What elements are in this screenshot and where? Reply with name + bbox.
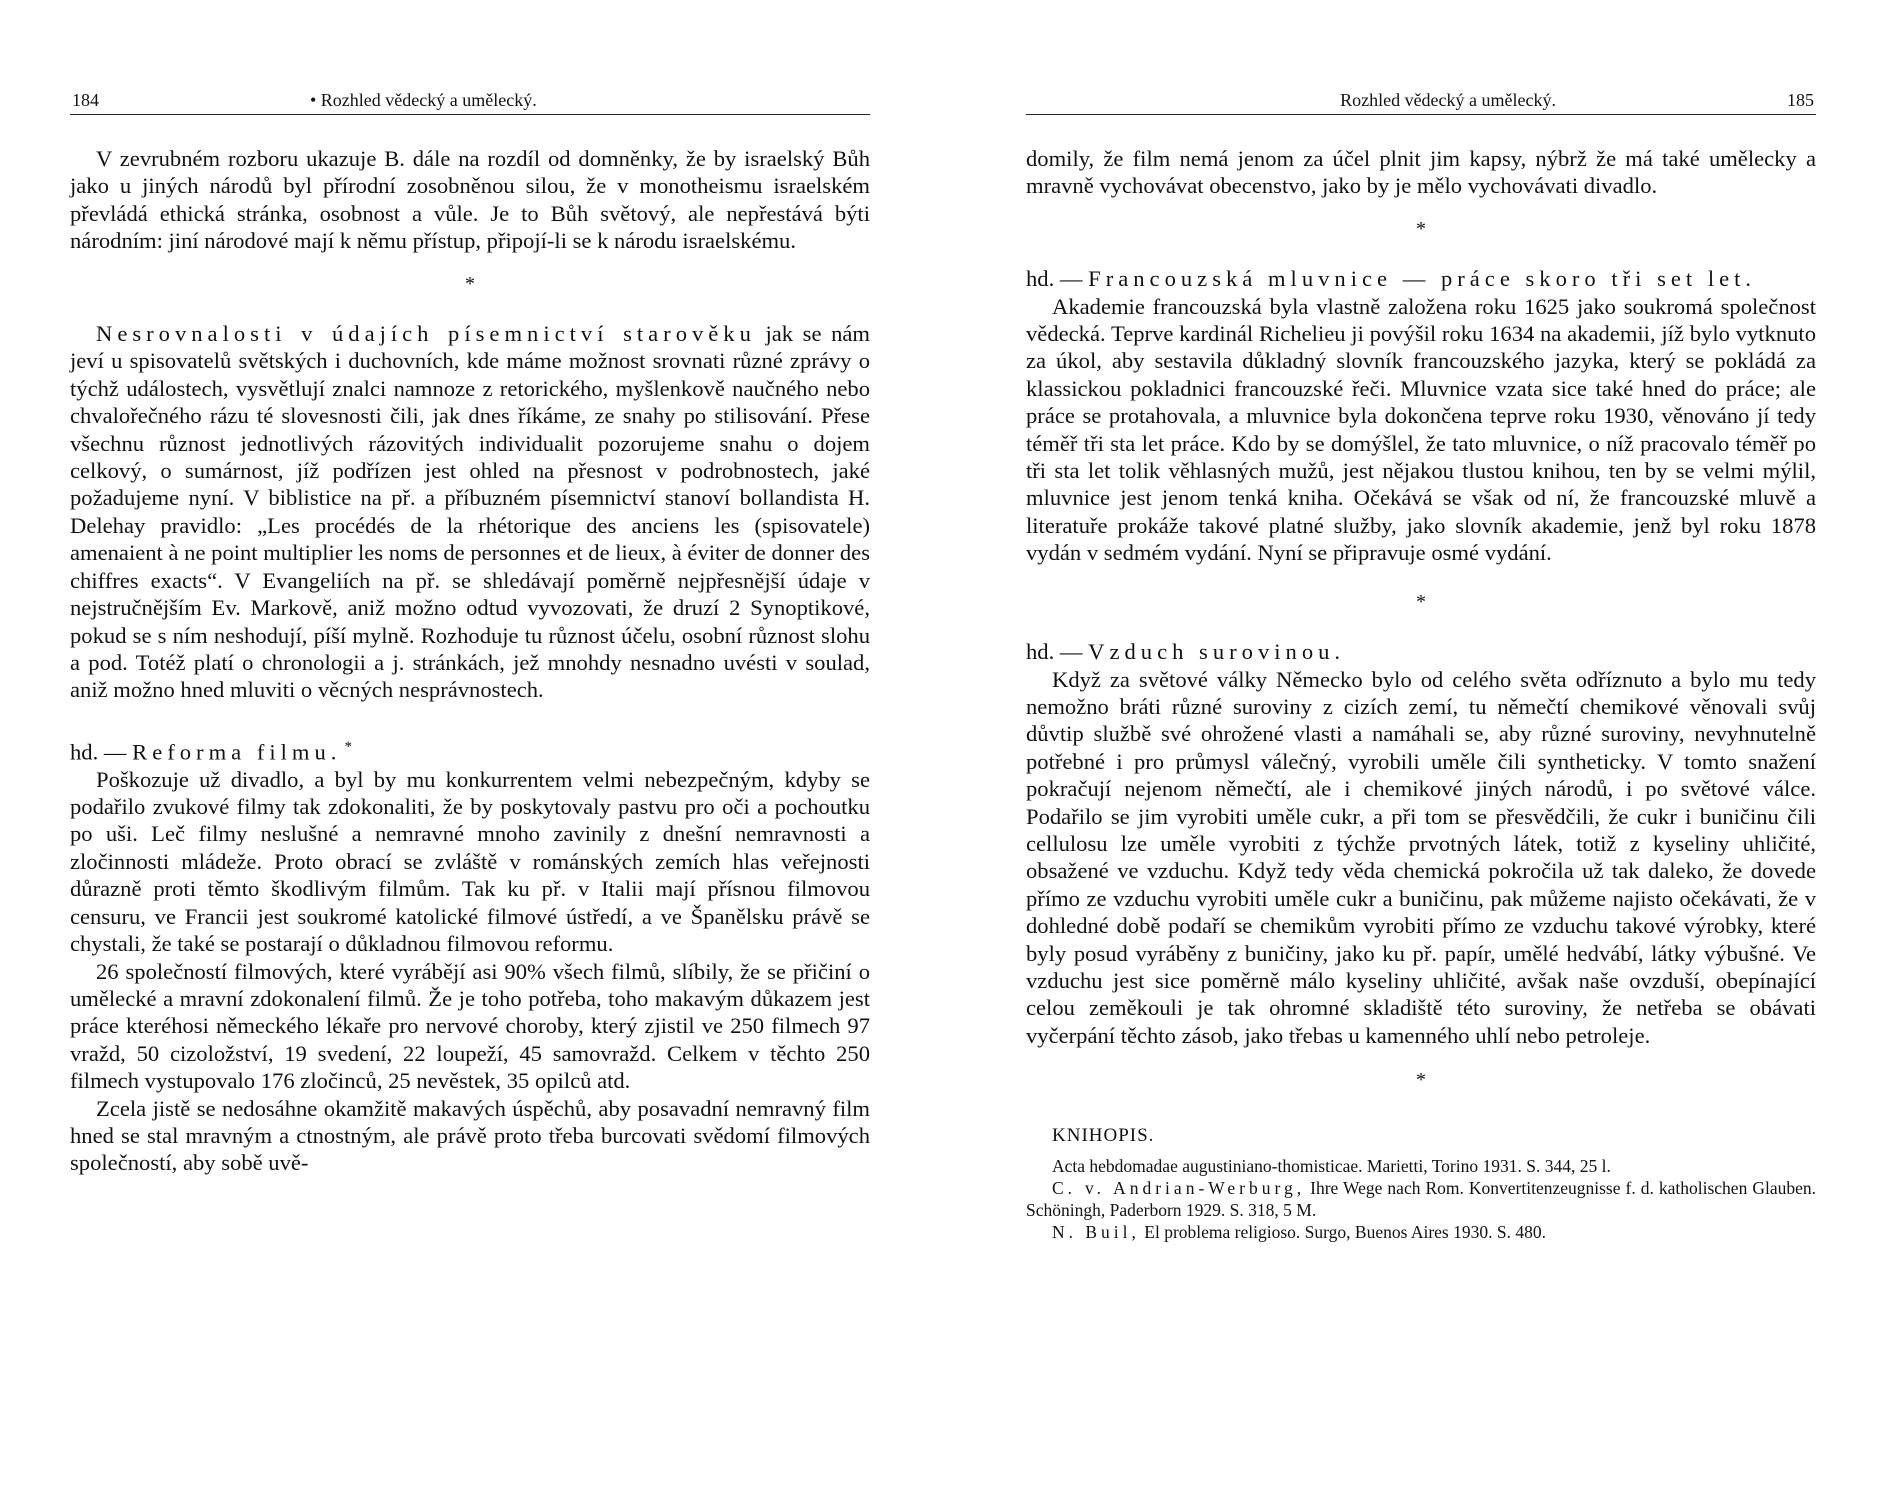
section-heading-reforma <box>70 734 870 766</box>
left-page <box>70 88 870 1177</box>
right-body <box>1026 145 1816 1095</box>
section-separator-star: * <box>1416 1069 1426 1092</box>
heading-star: * <box>344 738 352 755</box>
reforma-paragraph-2: 26 společností filmových, které vyrábějí asi 90% všech filmů, slíbily, že se přičiní o umělecké a mravní zdokonalení filmů. Že je toho potřeba, toho makavým důkazem jest práce kteréhosi německého lékaře pro nervové choroby, který zjistil ve 250 filmech 97 vražd, 50 cizoložství, 19 svedení, 22 loupeží, 45 samovražd. Celkem v těchto 250 filmech vystupovalo 176 zločinců, 25 nevěstek, 35 opilců atd. <box>70 958 870 1094</box>
bibliography-details: El problema religioso. Surgo, Buenos Aires 1930. S. 480. <box>1139 1221 1546 1242</box>
vzduch-paragraph: Když za světové války Německo bylo od celého světa odříznuto a bylo mu tedy nemožno bráti různé suroviny z cizích zemí, tu němečtí chemikové věnovali svůj důvtip službě své ohrožené vlasti a namáhali se, aby různé suroviny, nevyhnutelně potřebné i pro průmysl válečný, vyrobili uměle čili syntheticky. V tomto snažení pokračují nejenom němečtí, ale i chemikové jiných národů, i po světové válce. Podařilo se jim vyrobiti uměle cukr, a při tom se přesvědčili, že cukr i buničinu čili cellulosu lze uměle vyrobiti z týchže prvotných látek, totiž z kyseliny uhličité, obsažené ve vzduchu. Když tedy věda chemická pokročila už tak daleko, že dovede přímo ze vzduchu vyrobiti uměle cukr a buničinu, pak můžeme najisto očekávati, že v dohledné době podaří se chemikům vyrobiti přímo ze vzduchu takové výrobky, které byly posud vyráběny z buničiny, jako ku př. papír, umělé hedvábí, látky výbušné. Ve vzduchu jest sice poměrně málo kyseliny uhličité, avšak naše ovzduší, obepínající celou zeměkouli je tak ohromné skladiště této suroviny, že netřeba se obávati vyčerpání těchto zásob, jako třebas u kamenného uhlí nebo petroleje. <box>1026 666 1816 1048</box>
left-running-head <box>70 88 870 115</box>
author-prefix: hd. — <box>1026 266 1089 292</box>
right-running-head <box>1026 88 1816 115</box>
section-heading-mluvnice <box>1026 265 1816 292</box>
author-prefix: hd. — <box>70 739 133 765</box>
section-title-vzduch: Vzduch surovinou. <box>1088 639 1346 665</box>
page-number-right: 185 <box>1787 90 1814 110</box>
section-nesrovnalosti <box>70 320 870 704</box>
reforma-paragraph-3: Zcela jistě se nedosáhne okamžitě makavých úspěchů, aby posavadní nemravný film hned se stal mravným a ctnostným, ale právě proto třeba burcovati svědomí filmových společností, aby sobě uvě- <box>70 1095 870 1176</box>
bibliography-author: C. v. Andrian-Werburg, <box>1052 1177 1306 1198</box>
section-text-nesrovnalosti: jak se nám jeví u spisovatelů světských i duchovních, kde máme možnost srovnati různé zprávy o týchž událostech, vysvětlují znalci namnoze z retorického, myšlenkově naučného nebo chvalořečného rázu té slovesnosti čili, jak dnes říkáme, ze snahy po stilisování. Přese všechnu různost jednotlivých rázovitých individualit pozorujeme snahu o dojem celkový, o sumárnost, jíž podřízen jest ohled na přesnost v podrobnostech, jaké požadujeme nyní. V biblistice na př. a příbuzném písemnictví stanoví bollandista H. Delehay pravidlo: „Les procédés de la rhétorique des anciens les (spisovatele) amenaient à ne point multiplier les noms de personnes et de lieux, à éviter de donner des chiffres exacts“. V Evangeliích na př. se shledávají poměrně nejpřesnější údaje v nejstručnějším Ev. Markově, aniž možno odtud vyvozovati, že druzí 2 Synoptikové, pokud se s ním neshodují, píší mylně. Rozhoduje tu různost účelu, osobní různost slohu a pod. Totéž platí o chronologii a j. stránkách, jež mnohdy nesnadno uvésti v soulad, aniž možno hned mluviti o věcných nesprávnostech. <box>70 321 870 703</box>
section-separator-star: * <box>465 272 475 295</box>
bibliography-entry <box>1026 1177 1816 1221</box>
bibliography-title: KNIHOPIS. <box>1052 1124 1155 1146</box>
page-number-left: 184 <box>72 90 99 110</box>
bibliography-entry <box>1026 1221 1816 1243</box>
continuation-paragraph: domily, že film nemá jenom za účel plnit jim kapsy, nýbrž že má také umělecky a mravně vychovávat obecenstvo, jako by je mělo vychovávati divadlo. <box>1026 146 1816 199</box>
bibliography-list <box>1026 1155 1816 1243</box>
section-title-reforma: Reforma filmu. <box>132 739 342 765</box>
mluvnice-paragraph: Akademie francouzská byla vlastně založena roku 1625 jako soukromá společnost vědecká. Teprve kardinál Richelieu ji povýšil roku 1634 na akademii, jíž bylo vytknuto za úkol, aby sestavila důkladný slovník francouzského jazyka, který se pokládá za klassickou pokladnici francouzské řeči. Mluvnice vzata sice také hned do práce; ale práce se protahovala, a mluvnice byla dokončena teprve roku 1930, věnováno jí tedy téměř tři sta let práce. Kdo by se domýšlel, že tato mluvnice, o níž pracovalo téměř po tři sta let tolik věhlasných mužů, jest nějakou tlustou knihou, ten by se velmi mýlil, mluvnice jest jenom tenká kniha. Očekává se však od ní, že francouzské mluvě a literatuře prokáže takové platné služby, jako slovník akademie, jenž byl roku 1878 vydán v sedmém vydání. Nyní se připravuje osmé vydání. <box>1026 293 1816 566</box>
right-page <box>1026 88 1816 1243</box>
section-heading-vzduch <box>1026 638 1816 665</box>
running-title-right: Rozhled vědecký a umělecký. <box>1340 90 1556 110</box>
section-separator-star: * <box>1416 590 1426 613</box>
intro-paragraph: V zevrubném rozboru ukazuje B. dále na rozdíl od domněnky, že by israelský Bůh jako u jiných národů byl přírodní zosobněnou silou, že v monotheismu israelském převládá ethická stránka, osobnost a vůle. Je to Bůh světový, ale nepřestává býti národním: jiní národové mají k němu přístup, připojí-li se k národu israelskému. <box>70 146 870 254</box>
author-prefix: hd. — <box>1026 639 1089 665</box>
bibliography-entry: Acta hebdomadae augustiniano-thomisticae. Marietti, Torino 1931. S. 344, 25 l. <box>1052 1155 1611 1176</box>
section-separator-star: * <box>1416 217 1426 240</box>
bibliography-details: Ihre Wege nach Rom. Konvertitenzeugnisse f. d. katholischen Glauben. Schöningh, Paderborn 1929. S. 318, 5 M. <box>1026 1177 1816 1220</box>
section-title-mluvnice: Francouzská mluvnice — práce skoro tři set let. <box>1088 266 1757 292</box>
section-title-nesrovnalosti: Nesrovnalosti v údajích písemnictví starověku <box>96 321 756 347</box>
left-body <box>70 145 870 1177</box>
bibliography-author: N. Buil, <box>1052 1221 1140 1242</box>
reforma-paragraph-1: Poškozuje už divadlo, a byl by mu konkurrentem velmi nebezpečným, kdyby se podařilo zvukové filmy tak zdokonaliti, že by poskytovaly pastvu pro oči a pochoutku po uši. Leč filmy neslušné a nemravné mnoho zavinily z dnešní nemravnosti a zločinnosti mládeže. Proto obrací se zvláště v románských zemích hlas veřejnosti důrazně proti těmto škodlivým filmům. Tak ku př. v Italii mají přísnou filmovou censuru, ve Francii jest soukromé katolické filmové ústředí, a ve Španělsku právě se chystali, že také se postarají o důkladnou filmovou reformu. <box>70 766 870 957</box>
running-title-left: • Rozhled vědecký a umělecký. <box>310 90 537 110</box>
